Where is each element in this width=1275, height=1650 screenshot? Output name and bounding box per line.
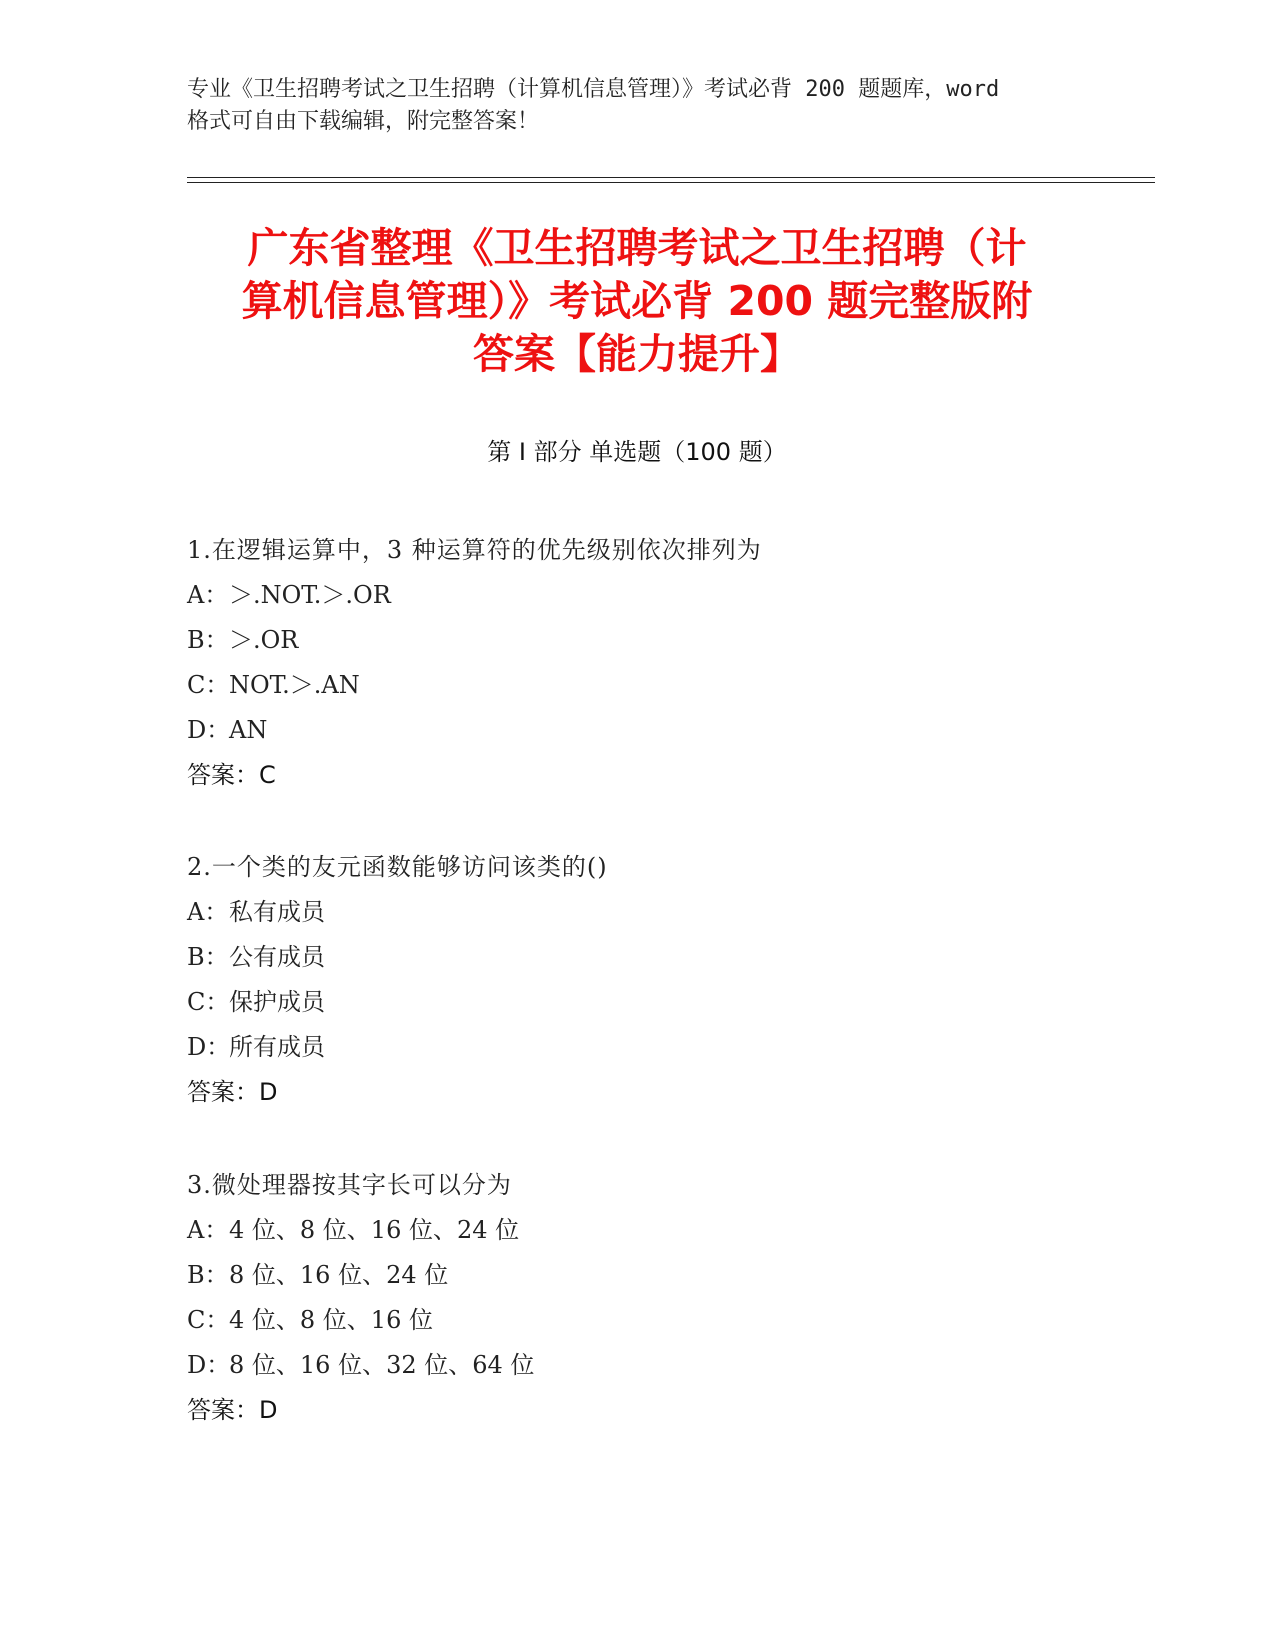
option-letter: B： [187,626,229,654]
option-letter: C： [187,1306,230,1334]
question-stem: 1.在逻辑运算中，3 种运算符的优先级别依次排列为 [187,536,762,564]
header-divider-top [187,177,1155,178]
option-letter: C： [187,988,230,1016]
option-text: 8 位、16 位、24 位 [229,1261,449,1289]
option-b [187,618,1187,663]
question-stem: 3.微处理器按其字长可以分为 [187,1171,512,1199]
option-letter: B： [187,943,229,971]
option-a [187,1208,1187,1253]
option-text: 保护成员 [229,988,325,1016]
question-1 [187,528,1187,798]
option-text: 私有成员 [229,898,325,926]
header-note [187,74,1087,138]
option-text: 4 位、8 位、16 位、24 位 [229,1216,520,1244]
header-note-line-1: 专业《卫生招聘考试之卫生招聘（计算机信息管理）》考试必背 200 题题库，word [187,77,1000,102]
option-c [187,663,1187,708]
option-text: 8 位、16 位、32 位、64 位 [229,1351,535,1379]
option-text: 公有成员 [229,943,325,971]
option-d [187,1025,1187,1070]
answer-line: 答案：C [187,761,276,789]
option-b [187,1253,1187,1298]
header-divider-bottom [187,182,1155,183]
answer-line: 答案：D [187,1078,278,1106]
option-text: 4 位、8 位、16 位 [229,1306,433,1334]
section-title: 第 I 部分 单选题（100 题） [487,438,787,466]
option-letter: A： [187,581,229,609]
option-text: ＞.NOT.＞.OR [229,581,391,609]
question-3 [187,1163,1187,1433]
option-letter: D： [187,1351,231,1379]
option-d [187,1343,1187,1388]
option-letter: A： [187,898,229,926]
option-letter: B： [187,1261,229,1289]
option-text: 所有成员 [229,1033,325,1061]
header-note-line-2: 格式可自由下载编辑，附完整答案！ [187,109,540,134]
option-c [187,1298,1187,1343]
option-d [187,708,1187,753]
option-b [187,935,1187,980]
option-a [187,890,1187,935]
option-letter: A： [187,1216,229,1244]
option-text: ＞.OR [229,626,299,654]
document-title-line-3: 答案【能力提升】 [473,330,801,378]
option-letter: C： [187,671,230,699]
option-letter: D： [187,716,231,744]
question-stem: 2.一个类的友元函数能够访问该类的() [187,853,608,881]
option-c [187,980,1187,1025]
option-text: AN [229,716,268,744]
document-title-line-2: 算机信息管理）》考试必背 200 题完整版附 [241,277,1033,325]
document-title [187,222,1087,381]
option-letter: D： [187,1033,231,1061]
question-2 [187,845,1187,1115]
document-title-line-1: 广东省整理《卫生招聘考试之卫生招聘（计 [247,224,1027,272]
option-a [187,573,1187,618]
answer-line: 答案：D [187,1396,278,1424]
option-text: NOT.＞.AN [229,671,360,699]
